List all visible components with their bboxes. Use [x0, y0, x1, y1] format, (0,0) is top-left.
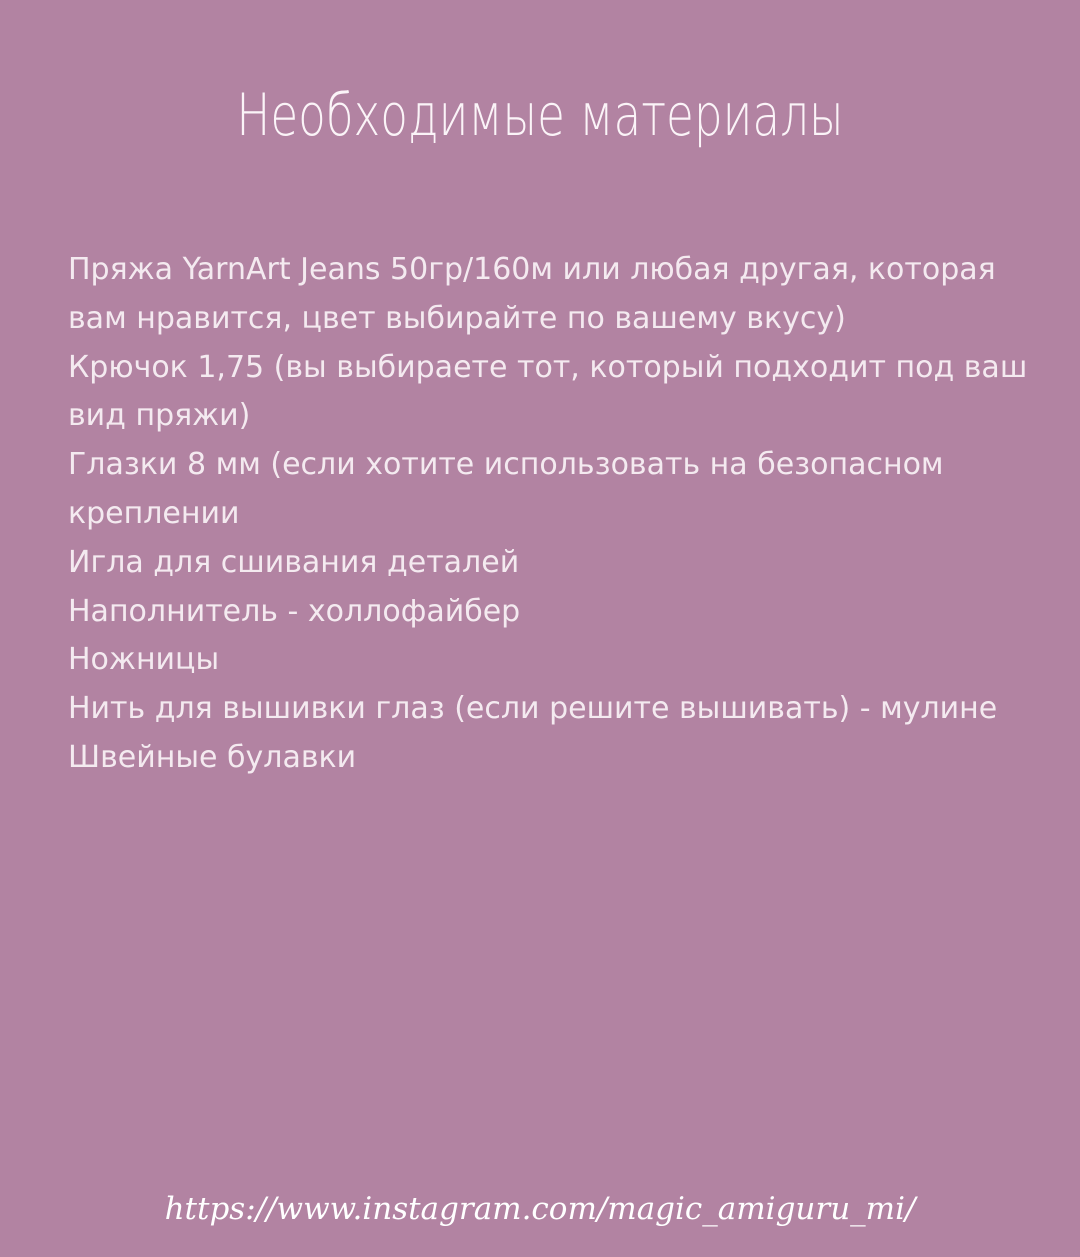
materials-list	[68, 246, 1028, 783]
material-item-eyes: Глазки 8 мм (если хотите использовать на безопасном креплении	[68, 447, 944, 531]
material-item-filling: Наполнитель - холлофайбер	[68, 593, 521, 629]
instagram-link[interactable]: https://www.instagram.com/magic_amiguru_mi/	[164, 1191, 916, 1227]
material-item-hook: Крючок 1,75 (вы выбираете тот, который подходит под ваш вид пряжи)	[68, 349, 1028, 434]
material-item-scissors: Ножницы	[68, 642, 220, 678]
material-item-embroidery-thread: Нить для вышивки глаз (если решите вышивать) - мулине	[68, 691, 998, 727]
material-item-pins: Швейные булавки	[68, 739, 357, 775]
material-item-needle: Игла для сшивания деталей	[68, 544, 520, 580]
material-item-yarn: Пряжа YarnArt Jeans 50гр/160м или любая другая, которая вам нравится, цвет выбирайте по вашему вкусу)	[68, 252, 996, 336]
page-title: Необходимые материалы	[236, 80, 844, 149]
